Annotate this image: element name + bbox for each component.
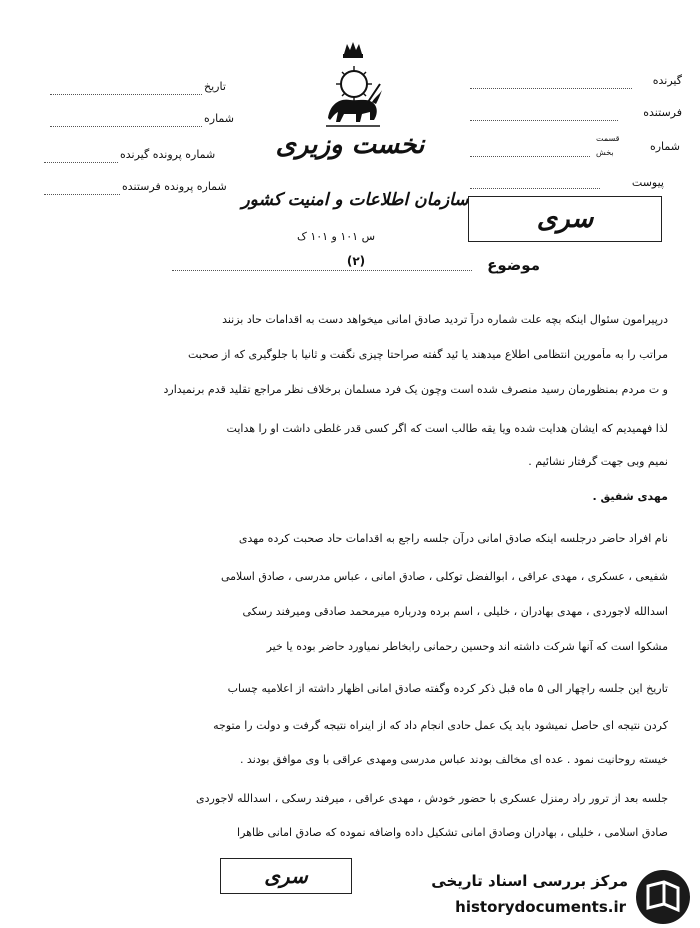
body-line: شفیعی ، عسکری ، مهدی عراقی ، ابوالفضل توکلی ، صادق امانی ، عباس مدرسی ، صادق اسلامی [220, 570, 668, 583]
bottom-stamp-text: سری [264, 864, 308, 888]
signature-line: مهدی شفیق . [592, 490, 668, 503]
sender-line [470, 120, 618, 121]
subject-label: موضوع [487, 256, 540, 274]
body-line: تاریخ این جلسه راچهار الی ۵ ماه قبل ذکر کرده وگفته صادق امانی اظهار داشته از اعلامیه چساب [227, 682, 668, 695]
ministry-title: نخست وزیری [275, 130, 425, 160]
receiver-label: گیرنده [652, 74, 682, 87]
sender-file-label: شماره پرونده فرستنده [122, 180, 227, 193]
receiver-line [470, 88, 632, 89]
receiver-file-line [44, 162, 118, 163]
classification-stamp [468, 196, 662, 242]
body-line: کردن نتیجه ای حاصل نمیشود باید یک عمل حادی انجام داد که از اینراه نتیجه گرفت و دولت را متوجه [213, 719, 668, 732]
watermark-band [400, 862, 700, 928]
body-line: مراتب را به مأمورین انتظامی اطلاع میدهند یا ئید گفته صراحتا چیزی نگفت و ثانیا با جلوگیری که از صحبت [187, 348, 668, 361]
body-line: نام افراد حاضر درجلسه اینکه صادق امانی درآن جلسه راجع به اقدامات حاد صحبت کرده مهدی [238, 532, 668, 545]
number-line-left [50, 126, 202, 127]
date-label: تاریخ [204, 80, 226, 93]
archive-logo-icon [634, 868, 692, 926]
watermark-url: historydocuments.ir [455, 898, 626, 916]
body-line: صادق اسلامی ، خلیلی ، بهادران وصادق امانی تشکیل داده واضافه نموده که صادق امانی ظاهرا [237, 826, 668, 839]
sender-label: فرستنده [643, 106, 682, 119]
bottom-classification-stamp [220, 858, 352, 894]
attachment-line [470, 188, 600, 189]
organization-title: سازمان اطلاعات و امنیت کشور [241, 190, 469, 210]
body-line: نمیم وبی جهت گرفتار نشائیم . [528, 455, 668, 468]
subject-dotted-line [172, 270, 472, 271]
body-line: لذا فهمیدیم که ایشان هدایت شده ویا یقه طالب است که اگر کسی قدر غلطی داشت او را هدایت [226, 422, 668, 435]
body-line: مشکوا است که آنها شرکت داشته اند وحسین رحمانی رابخاطر نمیاورد حاضر بوده یا خیر [266, 640, 668, 653]
document-code: س ۱۰۱ و ۱۰۱ ک [296, 230, 376, 243]
sender-file-line [44, 194, 120, 195]
number-line-right [470, 156, 590, 157]
receiver-file-label: شماره پرونده گیرنده [120, 148, 216, 161]
number-label-right: شماره [649, 140, 680, 153]
subject-number: (۲) [346, 254, 366, 268]
number-label-left: شماره [204, 112, 235, 125]
lion-and-sun-emblem-icon [318, 40, 388, 132]
number-small-label-1: قسمت [596, 134, 620, 143]
attachment-label: پیوست [631, 176, 664, 189]
body-line: اسدالله لاجوردی ، مهدی بهادران ، خلیلی ، اسم برده ودرباره میرمحمد صادقی ومیرفند رسکی [242, 605, 668, 618]
date-line [50, 94, 202, 95]
body-line: جلسه بعد از ترور راد رمنزل عسکری با حضور خودش ، مهدی عراقی ، میرفند رسکی ، اسدالله لاجوردی [196, 792, 668, 805]
number-small-label-2: بخش [596, 148, 614, 157]
classification-stamp-text: سری [536, 204, 594, 234]
body-line: خیسته روحانیت نمود . عده ای مخالف بودند عباس مدرسی ومهدی عراقی با وی موافق بودند . [239, 753, 668, 766]
body-line: درپیرامون سئوال اینکه بچه علت شماره دراً تردید صادق امانی میخواهد دست به اقدامات حاد بزنند [222, 313, 668, 326]
body-line: و ت مردم بمنظورمان رسید منصرف شده است وچون یک فرد مسلمان برخلاف نظر مراجع تقلید قدم برنمیدارد [163, 383, 668, 396]
watermark-title: مرکز بررسی اسناد تاریخی [431, 872, 628, 890]
